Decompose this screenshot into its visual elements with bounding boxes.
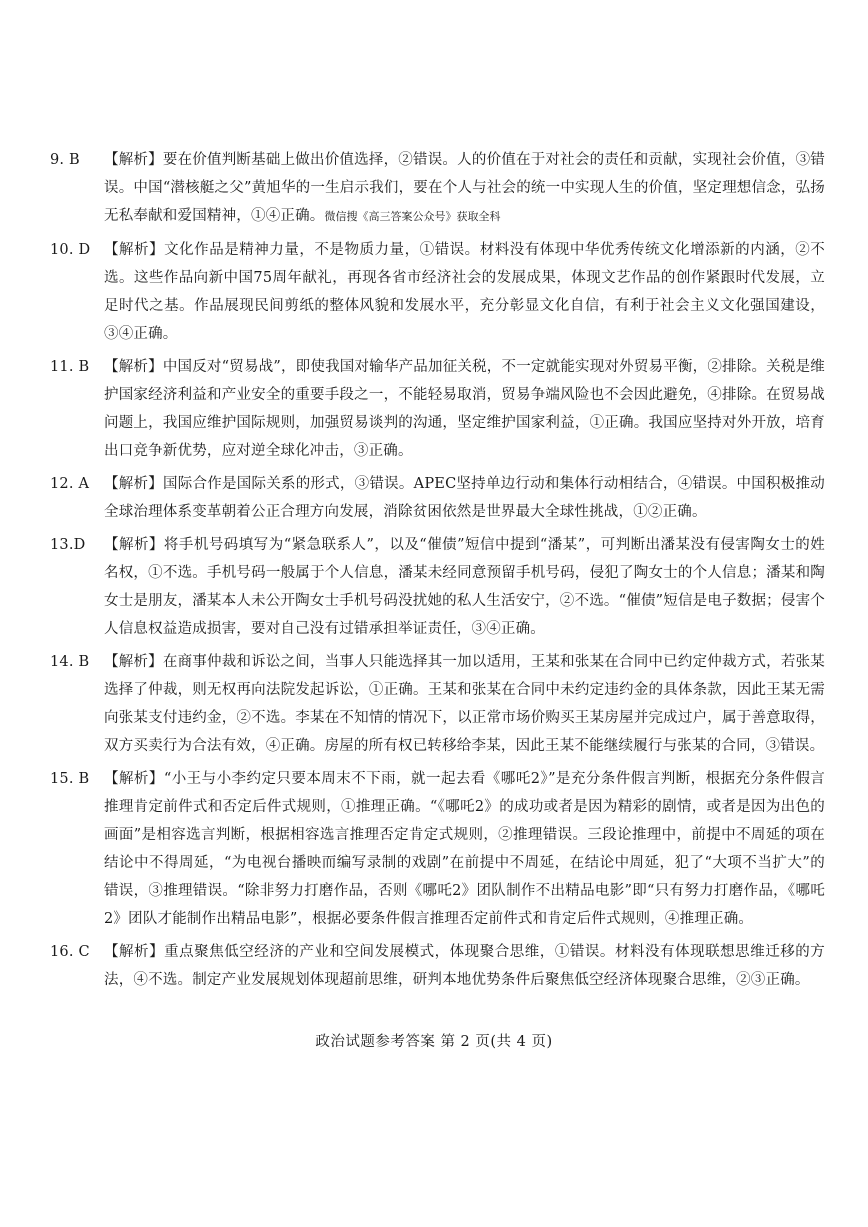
- answer-number: 12. A: [50, 476, 90, 492]
- answer-number: 11. B: [50, 359, 90, 375]
- answer-item: [50, 353, 825, 465]
- watermark-note: 微信搜《高三答案公众号》获取全科: [324, 210, 501, 223]
- answer-item: [50, 531, 825, 643]
- answer-number: 13.D: [50, 537, 86, 553]
- answer-list: [50, 146, 825, 999]
- analysis-tag: 【解析】: [104, 537, 164, 553]
- answer-item: [50, 648, 825, 760]
- answer-item: [50, 470, 825, 526]
- analysis-tag: 【解析】: [104, 152, 163, 168]
- answer-number: 16. C: [50, 944, 90, 960]
- answer-number: 9. B: [50, 152, 80, 168]
- analysis-text: 中国反对“贸易战”，即使我国对输华产品加征关税，不一定就能实现对外贸易平衡，②排除。关税是维护国家经济利益和产业安全的重要手段之一，不能轻易取消，贸易争端风险也不会因此避免，④排除。在贸易战问题上，我国应维护国际规则，加强贸易谈判的沟通，坚定维护国家利益，①正确。我国应坚持对外开放，培育出口竞争新优势，应对逆全球化冲击，③正确。: [104, 359, 825, 459]
- analysis-tag: 【解析】: [104, 476, 163, 492]
- answer-item: [50, 938, 825, 994]
- answer-number: 15. B: [50, 771, 90, 787]
- analysis-text: 国际合作是国际关系的形式，③错误。APEC坚持单边行动和集体行动相结合，④错误。中国积极推动全球治理体系变革朝着公正合理方向发展，消除贫困依然是世界最大全球性挑战，①②正确。: [104, 476, 825, 520]
- analysis-tag: 【解析】: [104, 944, 165, 960]
- answer-item: [50, 146, 825, 231]
- answer-number: 14. B: [50, 654, 90, 670]
- analysis-text: 在商事仲裁和诉讼之间，当事人只能选择其一加以适用，王某和张某在合同中已约定仲裁方式，若张某选择了仲裁，则无权再向法院发起诉讼，①正确。王某和张某在合同中未约定违约金的具体条款，因此王某无需向张某支付违约金，②不选。李某在不知情的情况下，以正常市场价购买王某房屋并完成过户，属于善意取得，双方买卖行为合法有效，④正确。房屋的所有权已转移给李某，因此王某不能继续履行与张某的合同，③错误。: [104, 654, 825, 754]
- answer-item: [50, 236, 825, 348]
- analysis-text: 要在价值判断基础上做出价值选择，②错误。人的价值在于对社会的责任和贡献，实现社会价值，③错误。中国“潜核艇之父”黄旭华的一生启示我们，要在个人与社会的统一中实现人生的价值，坚定理想信念，弘扬无私奉献和爱国精神，①④正确。: [104, 152, 825, 224]
- answer-number: 10. D: [50, 242, 91, 258]
- analysis-tag: 【解析】: [104, 771, 164, 787]
- analysis-text: 重点聚焦低空经济的产业和空间发展模式，体现聚合思维，①错误。材料没有体现联想思维迁移的方法，④不选。制定产业发展规划体现超前思维，研判本地优势条件后聚焦低空经济体现聚合思维，②③正确。: [104, 944, 826, 988]
- analysis-tag: 【解析】: [104, 359, 163, 375]
- page-footer: 政治试题参考答案 第 2 页(共 4 页): [315, 1034, 553, 1050]
- answer-item: [50, 765, 825, 933]
- analysis-tag: 【解析】: [104, 242, 165, 258]
- analysis-text: 文化作品是精神力量，不是物质力量，①错误。材料没有体现中华优秀传统文化增添新的内涵，②不选。这些作品向新中国75周年献礼，再现各省市经济社会的发展成果，体现文艺作品的创作紧跟时代发展，立足时代之基。作品展现民间剪纸的整体风貌和发展水平，充分彰显文化自信，有利于社会主义文化强国建设，③④正确。: [104, 242, 826, 342]
- analysis-text: “小王与小李约定只要本周末不下雨，就一起去看《哪吒2》”是充分条件假言判断，根据充分条件假言推理肯定前件式和否定后件式规则，①推理正确。“《哪吒2》的成功或者是因为精彩的剧情，或者是因为出色的画面”是相容选言判断，根据相容选言推理否定肯定式规则，②推理错误。三段论推理中，前提中不周延的项在结论中不得周延，“为电视台播映而编写录制的戏剧”在前提中不周延，在结论中周延，犯了“大项不当扩大”的错误，③推理错误。“除非努力打磨作品，否则《哪吒2》团队制作不出精品电影”即“只有努力打磨作品，《哪吒2》团队才能制作出精品电影”，根据必要条件假言推理否定前件式和肯定后件式规则，④推理正确。: [104, 771, 825, 927]
- analysis-tag: 【解析】: [104, 654, 163, 670]
- analysis-text: 将手机号码填写为“紧急联系人”，以及“催债”短信中提到“潘某”，可判断出潘某没有侵害陶女士的姓名权，①不选。手机号码一般属于个人信息，潘某未经同意预留手机号码，侵犯了陶女士的个人信息；潘某和陶女士是朋友，潘某本人未公开陶女士手机号码没扰她的私人生活安宁，②不选。“催债”短信是电子数据；侵害个人信息权益造成损害，要对自己没有过错承担举证责任，③④正确。: [104, 537, 825, 637]
